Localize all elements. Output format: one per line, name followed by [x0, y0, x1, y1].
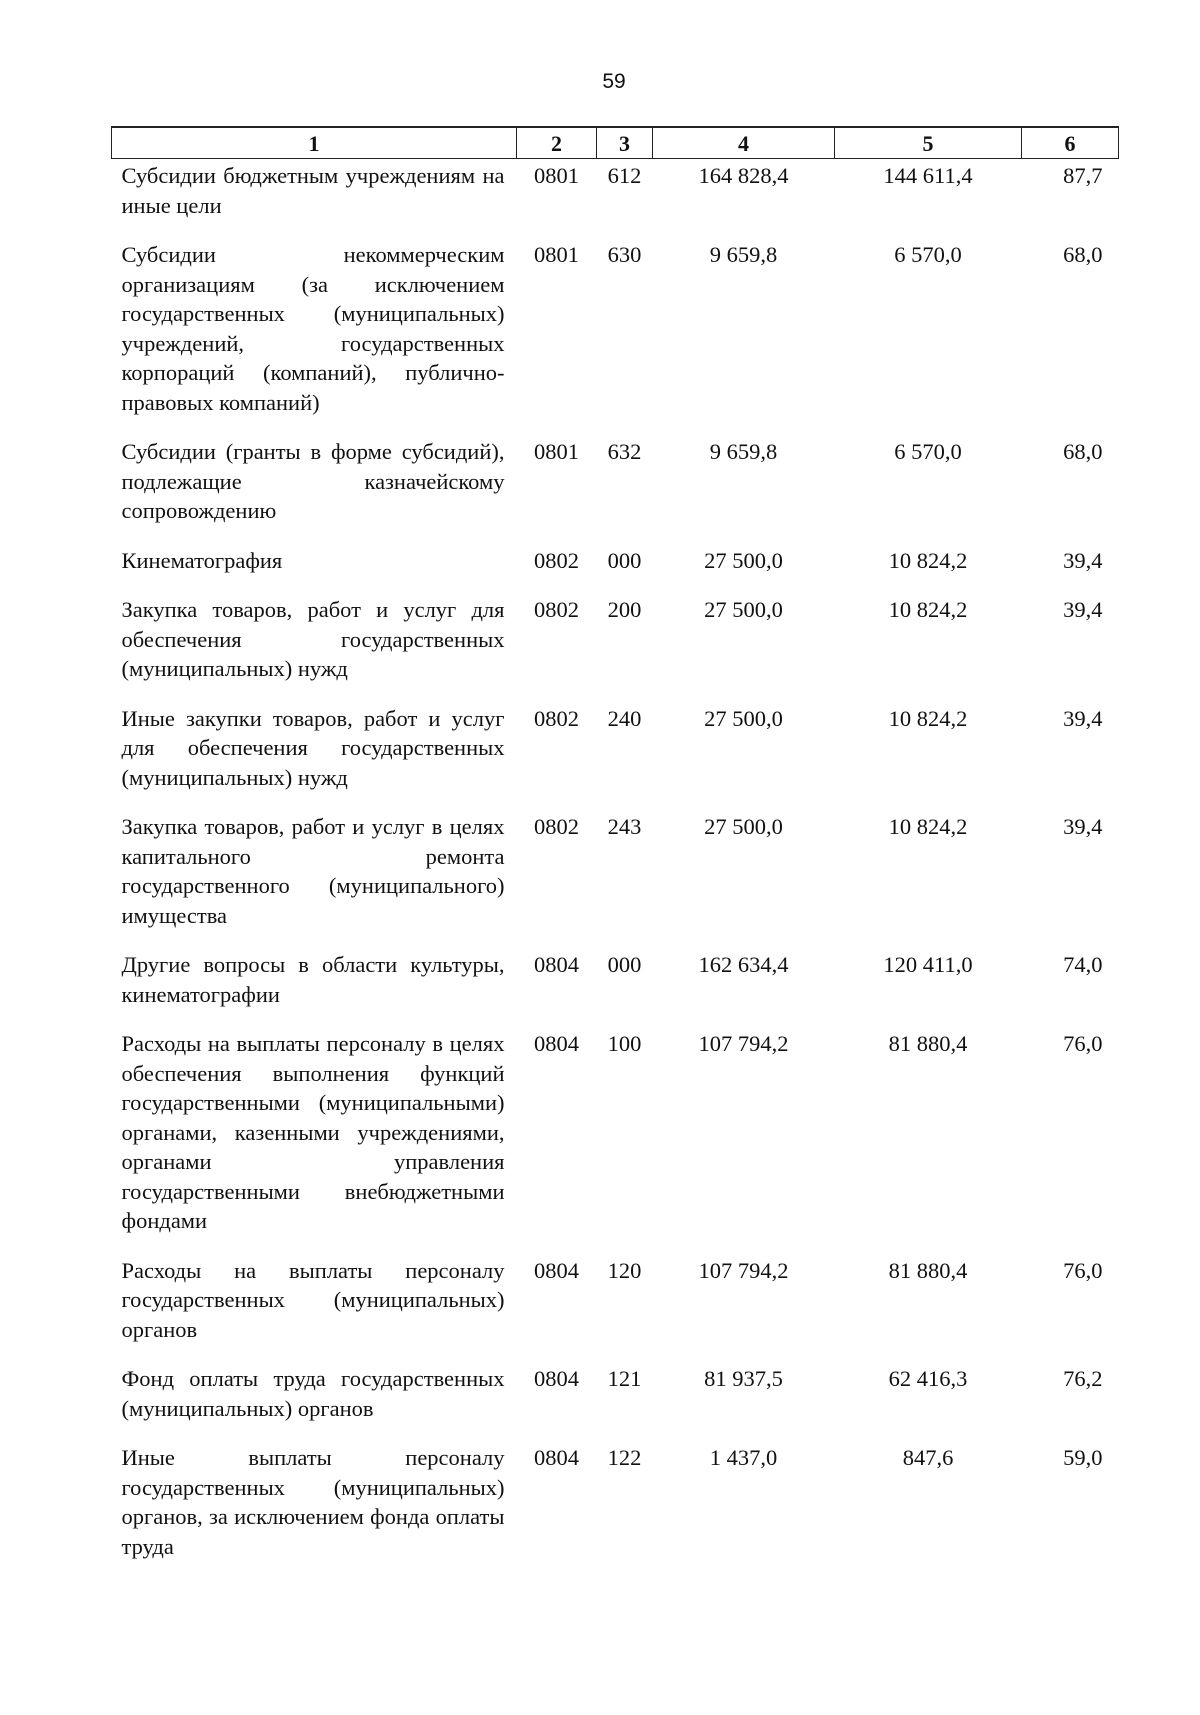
row-description: Субсидии (гранты в форме субсидий), подлежащие казначейскому сопровождению — [121, 439, 505, 523]
header-col-2: 2 — [517, 127, 597, 159]
row-value-col4: 27 500,0 — [704, 814, 783, 839]
row-section-code: 0804 — [534, 952, 579, 977]
row-value-col6: 87,7 — [1063, 163, 1103, 188]
table-header — [112, 127, 1119, 159]
row-value-col4: 164 828,4 — [698, 163, 789, 188]
row-value-col6: 76,2 — [1063, 1366, 1103, 1391]
budget-table-grid — [111, 126, 1119, 1581]
table-body — [112, 159, 1119, 1582]
row-expense-type: 122 — [607, 1445, 642, 1470]
table-row — [112, 1029, 1119, 1256]
row-value-col6: 68,0 — [1063, 439, 1103, 464]
row-value-col4: 9 659,8 — [709, 439, 778, 464]
row-value-col5: 10 824,2 — [888, 814, 968, 839]
table-row — [112, 1443, 1119, 1581]
row-section-code: 0802 — [534, 814, 579, 839]
row-value-col5: 10 824,2 — [888, 547, 968, 573]
row-value-col4: 162 634,4 — [698, 952, 789, 977]
table-row — [112, 704, 1119, 813]
row-section-code: 0804 — [534, 1366, 579, 1391]
budget-table — [111, 126, 1118, 1581]
table-row — [112, 1256, 1119, 1365]
row-value-col5: 10 824,2 — [888, 705, 968, 731]
row-value-col5: 10 824,2 — [888, 597, 968, 622]
row-section-code: 0801 — [534, 163, 579, 188]
table-row — [112, 159, 1119, 241]
row-description: Иные закупки товаров, работ и услуг для обеспечения государственных (муниципальных) нужд — [121, 705, 505, 790]
row-description: Расходы на выплаты персоналу в целях обеспечения выполнения функций государственными (муниципальными) органами, казенными учреждениями, органами управления государственными внебюджетными фондами — [121, 1031, 505, 1233]
row-value-col4: 107 794,2 — [698, 1031, 789, 1056]
row-description: Расходы на выплаты персоналу государственных (муниципальных) органов — [121, 1257, 505, 1342]
row-section-code: 0801 — [534, 439, 579, 464]
row-value-col5: 144 611,4 — [883, 163, 973, 188]
row-description: Другие вопросы в области культуры, кинематографии — [121, 952, 505, 1007]
row-expense-type: 632 — [607, 439, 642, 464]
row-value-col6: 76,0 — [1063, 1031, 1103, 1056]
row-expense-type: 630 — [607, 242, 642, 267]
row-expense-type: 000 — [607, 547, 642, 573]
header-col-1: 1 — [112, 127, 517, 159]
row-value-col6: 68,0 — [1063, 242, 1103, 267]
row-value-col6: 39,4 — [1063, 597, 1103, 622]
row-value-col5: 847,6 — [902, 1445, 954, 1470]
row-expense-type: 000 — [607, 952, 642, 977]
header-col-5: 5 — [835, 127, 1022, 159]
row-value-col4: 107 794,2 — [698, 1257, 789, 1283]
table-row — [112, 595, 1119, 704]
row-description: Закупка товаров, работ и услуг для обеспечения государственных (муниципальных) нужд — [121, 597, 505, 681]
row-expense-type: 120 — [607, 1257, 642, 1283]
row-value-col4: 81 937,5 — [704, 1366, 783, 1391]
row-value-col6: 39,4 — [1063, 547, 1103, 573]
header-col-4: 4 — [653, 127, 835, 159]
row-description: Закупка товаров, работ и услуг в целях капитального ремонта государственного (муниципального) имущества — [121, 814, 505, 928]
page-number: 59 — [602, 70, 626, 93]
row-value-col6: 39,4 — [1063, 814, 1103, 839]
table-row — [112, 240, 1119, 437]
header-row — [112, 127, 1119, 159]
row-expense-type: 200 — [607, 597, 642, 622]
row-value-col5: 6 570,0 — [894, 439, 962, 464]
table-row — [112, 1364, 1119, 1443]
row-value-col4: 27 500,0 — [704, 547, 783, 573]
row-value-col5: 81 880,4 — [888, 1031, 968, 1056]
row-section-code: 0802 — [534, 597, 579, 622]
table-row — [112, 437, 1119, 546]
row-description: Фонд оплаты труда государственных (муниципальных) органов — [121, 1366, 505, 1421]
header-col-3: 3 — [597, 127, 653, 159]
row-value-col4: 9 659,8 — [709, 242, 778, 267]
row-value-col6: 74,0 — [1063, 952, 1103, 977]
row-expense-type: 121 — [607, 1366, 642, 1391]
row-value-col6: 59,0 — [1063, 1445, 1103, 1470]
row-description: Иные выплаты персоналу государственных (муниципальных) органов, за исключением фонда оплаты труда — [121, 1445, 505, 1559]
row-expense-type: 100 — [607, 1031, 642, 1056]
header-col-6: 6 — [1022, 127, 1119, 159]
row-section-code: 0802 — [534, 705, 579, 731]
row-description: Субсидии некоммерческим организациям (за исключением государственных (муниципальных) учреждений, государственных корпораций (компаний), публично-правовых компаний) — [121, 242, 505, 415]
row-description: Кинематография — [121, 547, 283, 573]
row-section-code: 0801 — [534, 242, 579, 267]
row-value-col4: 1 437,0 — [709, 1445, 778, 1470]
row-value-col5: 81 880,4 — [888, 1257, 968, 1283]
row-expense-type: 243 — [607, 814, 642, 839]
row-value-col6: 39,4 — [1063, 705, 1103, 731]
table-row — [112, 546, 1119, 596]
row-expense-type: 612 — [607, 163, 642, 188]
row-section-code: 0802 — [534, 547, 579, 573]
row-description: Субсидии бюджетным учреждениям на иные цели — [121, 163, 505, 218]
table-row — [112, 812, 1119, 950]
row-value-col5: 120 411,0 — [883, 952, 973, 977]
row-section-code: 0804 — [534, 1445, 579, 1470]
row-section-code: 0804 — [534, 1031, 579, 1056]
row-value-col5: 62 416,3 — [888, 1366, 968, 1391]
row-value-col4: 27 500,0 — [704, 705, 783, 731]
row-value-col5: 6 570,0 — [894, 242, 962, 267]
row-value-col6: 76,0 — [1063, 1257, 1103, 1283]
row-section-code: 0804 — [534, 1257, 579, 1283]
row-value-col4: 27 500,0 — [704, 597, 783, 622]
row-expense-type: 240 — [607, 705, 642, 731]
table-row — [112, 950, 1119, 1029]
